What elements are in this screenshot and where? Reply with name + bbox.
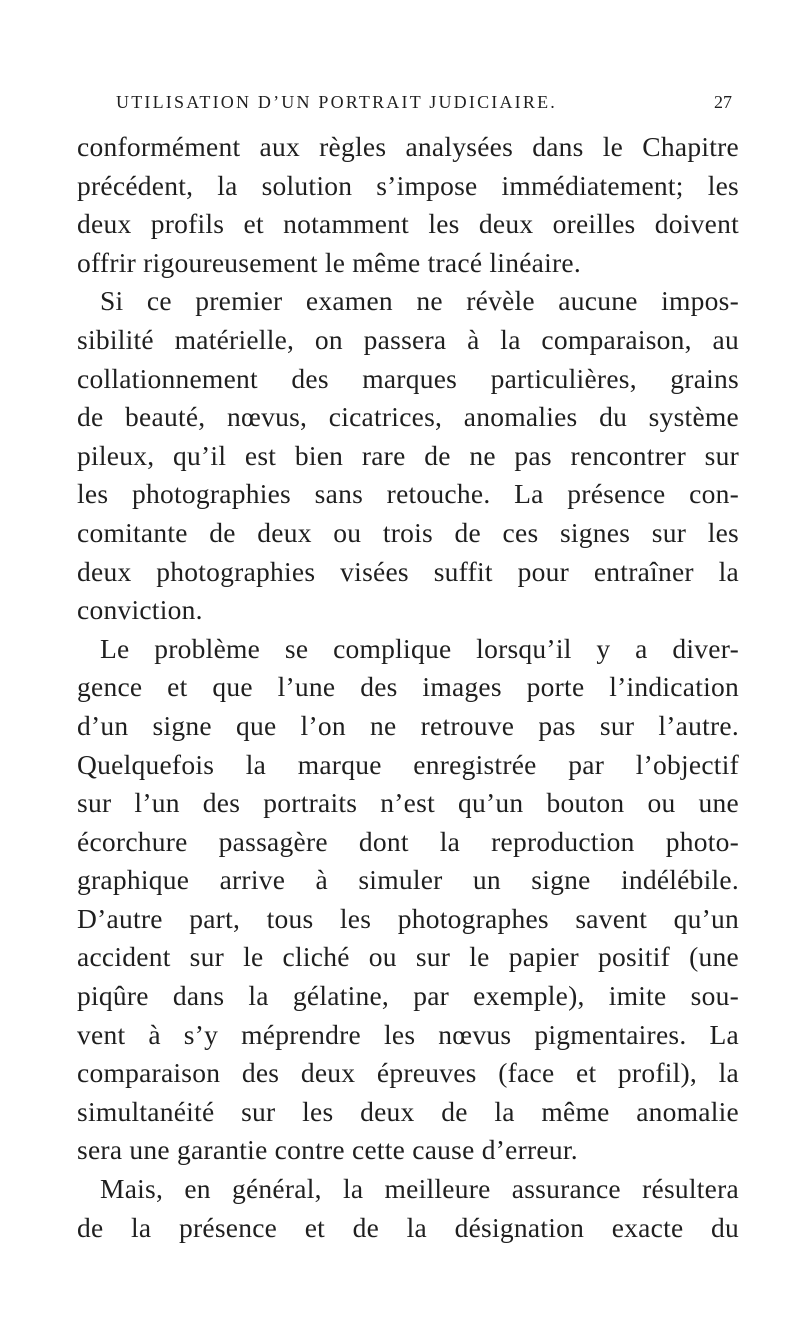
- text-line: de beauté, nœvus, cicatrices, anomalies du système: [77, 401, 739, 433]
- text-line: collationnement des marques particulières, grains: [77, 362, 739, 394]
- text-line: sera une garantie contre cette cause d’erreur.: [77, 1134, 578, 1166]
- text-line: de la présence et de la désignation exacte du: [77, 1211, 739, 1243]
- text-line: simultanéité sur les deux de la même anomalie: [77, 1095, 739, 1127]
- text-line: pileux, qu’il est bien rare de ne pas rencontrer sur: [77, 439, 739, 471]
- text-line: accident sur le cliché ou sur le papier positif (une: [77, 941, 739, 973]
- text-line: offrir rigoureusement le même tracé linéaire.: [77, 246, 581, 278]
- text-line: piqûre dans la gélatine, par exemple), imite sou-: [77, 980, 739, 1012]
- running-title: UTILISATION D’UN PORTRAIT JUDICIAIRE.: [116, 92, 557, 112]
- text-line: Le problème se complique lorsqu’il y a diver-: [100, 632, 739, 664]
- text-line: comitante de deux ou trois de ces signes sur les: [77, 516, 739, 548]
- text-line: deux photographies visées suffit pour entraîner la: [77, 555, 739, 587]
- text-line: sur l’un des portraits n’est qu’un bouton ou une: [77, 787, 739, 819]
- text-line: graphique arrive à simuler un signe indélébile.: [77, 864, 739, 896]
- text-line: conviction.: [77, 594, 203, 626]
- text-line: les photographies sans retouche. La présence con-: [77, 478, 739, 510]
- text-line: gence et que l’une des images porte l’indication: [77, 671, 739, 703]
- page-number: 27: [714, 92, 732, 112]
- text-line: vent à s’y méprendre les nœvus pigmentaires. La: [77, 1018, 739, 1050]
- body-text: [77, 128, 739, 1247]
- text-line: Quelquefois la marque enregistrée par l’objectif: [77, 748, 739, 780]
- text-line: sibilité matérielle, on passera à la comparaison, au: [77, 323, 739, 355]
- text-line: conformément aux règles analysées dans le Chapitre: [77, 131, 739, 162]
- text-line: D’autre part, tous les photographes savent qu’un: [77, 902, 739, 934]
- text-line: précédent, la solution s’impose immédiatement; les: [77, 169, 739, 201]
- text-line: Mais, en général, la meilleure assurance résultera: [100, 1173, 739, 1205]
- text-line: Si ce premier examen ne révèle aucune impos-: [100, 285, 739, 317]
- text-line: deux profils et notamment les deux oreilles doivent: [77, 208, 739, 240]
- running-head: [116, 92, 736, 116]
- text-line: d’un signe que l’on ne retrouve pas sur l’autre.: [77, 709, 739, 741]
- text-line: écorchure passagère dont la reproduction photo-: [77, 825, 739, 857]
- text-line: comparaison des deux épreuves (face et profil), la: [77, 1057, 739, 1089]
